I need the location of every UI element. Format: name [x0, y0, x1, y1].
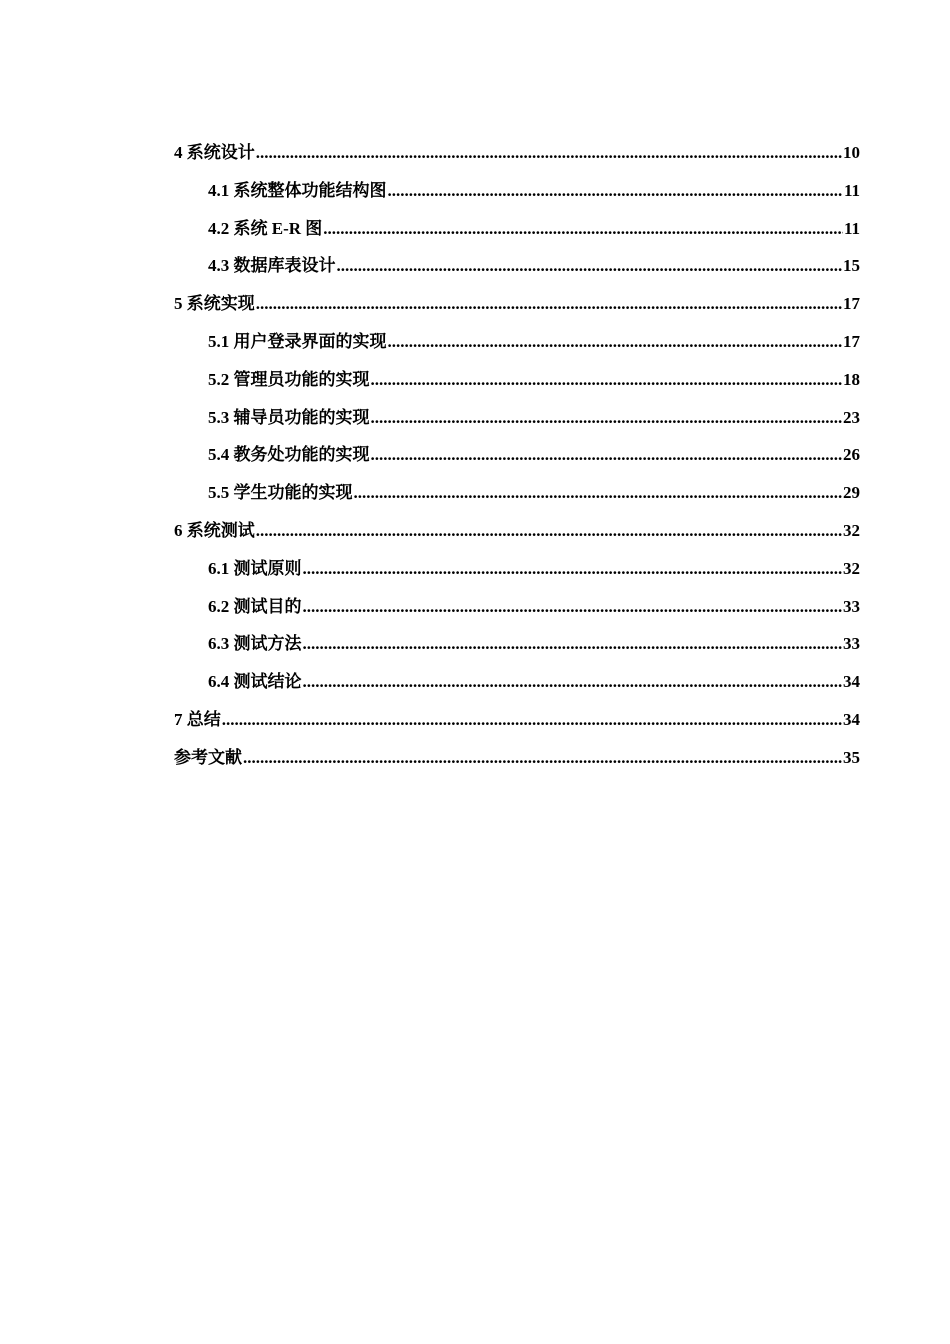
toc-entry-7[interactable] — [174, 705, 860, 743]
toc-page-number: 32 — [843, 520, 860, 540]
toc-dot-leader — [256, 143, 842, 163]
toc-entry-title: 7 总结 — [174, 709, 221, 729]
toc-entry-title: 6.4 测试结论 — [208, 672, 302, 692]
toc-entry-5-3[interactable] — [174, 403, 860, 441]
toc-entry-title: 4 系统设计 — [174, 143, 255, 162]
toc-dot-leader — [303, 559, 843, 579]
toc-entry-references[interactable] — [174, 743, 860, 781]
toc-entry-4-3[interactable] — [174, 251, 860, 289]
toc-entry-title: 4.3 数据库表设计 — [208, 256, 336, 276]
toc-entry-title: 4.2 系统 E-R 图 — [208, 218, 323, 238]
toc-dot-leader — [243, 748, 842, 768]
toc-page-number: 33 — [843, 634, 860, 654]
toc-entry-6-3[interactable] — [174, 629, 860, 667]
toc-page-number: 17 — [843, 294, 860, 314]
toc-page-number: 15 — [843, 256, 860, 276]
toc-dot-leader — [256, 521, 842, 541]
toc-dot-leader — [303, 634, 843, 654]
toc-entry-title: 6.3 测试方法 — [208, 634, 302, 654]
toc-page-number: 10 — [843, 143, 860, 162]
toc-entry-title: 6.2 测试目的 — [208, 596, 302, 616]
toc-entry-5-2[interactable] — [174, 365, 860, 403]
toc-entry-title: 4.1 系统整体功能结构图 — [208, 180, 387, 200]
toc-dot-leader — [256, 294, 842, 314]
toc-entry-4-2[interactable] — [174, 214, 860, 252]
toc-page-number: 35 — [843, 747, 860, 767]
toc-entry-title: 6.1 测试原则 — [208, 558, 302, 578]
toc-dot-leader — [303, 597, 843, 617]
toc-page-number: 11 — [843, 180, 860, 200]
toc-entry-title: 5.2 管理员功能的实现 — [208, 369, 370, 389]
toc-dot-leader — [354, 483, 843, 503]
toc-page-number: 17 — [843, 331, 860, 351]
toc-page-number: 33 — [843, 596, 860, 616]
toc-dot-leader — [388, 181, 843, 201]
toc-dot-leader — [371, 408, 843, 428]
toc-entry-5-4[interactable] — [174, 440, 860, 478]
toc-page-number: 26 — [843, 445, 860, 465]
toc-entry-title: 5.5 学生功能的实现 — [208, 483, 353, 503]
toc-entry-title: 5.1 用户登录界面的实现 — [208, 331, 387, 351]
toc-page-number: 29 — [843, 483, 860, 503]
toc-dot-leader — [303, 672, 843, 692]
toc-page-number: 23 — [843, 407, 860, 427]
toc-page-number: 11 — [843, 218, 860, 238]
toc-entry-title: 5.3 辅导员功能的实现 — [208, 407, 370, 427]
toc-entry-5-1[interactable] — [174, 327, 860, 365]
toc-entry-title: 参考文献 — [174, 747, 242, 767]
toc-dot-leader — [323, 219, 843, 239]
toc-entry-title: 5.4 教务处功能的实现 — [208, 445, 370, 465]
toc-page-number: 18 — [843, 369, 860, 389]
toc-dot-leader — [337, 256, 843, 276]
toc-page-number: 34 — [843, 709, 860, 729]
toc-entry-title: 5 系统实现 — [174, 294, 255, 314]
toc-entry-6-1[interactable] — [174, 554, 860, 592]
toc-entry-title: 6 系统测试 — [174, 520, 255, 540]
toc-dot-leader — [371, 370, 843, 390]
toc-entry-5[interactable] — [174, 289, 860, 327]
toc-entry-6-4[interactable] — [174, 667, 860, 705]
toc-entry-4[interactable] — [174, 138, 860, 176]
toc-page-number: 32 — [843, 558, 860, 578]
toc-entry-5-5[interactable] — [174, 478, 860, 516]
table-of-contents — [174, 138, 860, 781]
toc-entry-6-2[interactable] — [174, 592, 860, 630]
toc-entry-6[interactable] — [174, 516, 860, 554]
toc-dot-leader — [388, 332, 843, 352]
toc-page-number: 34 — [843, 672, 860, 692]
toc-dot-leader — [371, 445, 843, 465]
toc-entry-4-1[interactable] — [174, 176, 860, 214]
toc-dot-leader — [222, 710, 842, 730]
